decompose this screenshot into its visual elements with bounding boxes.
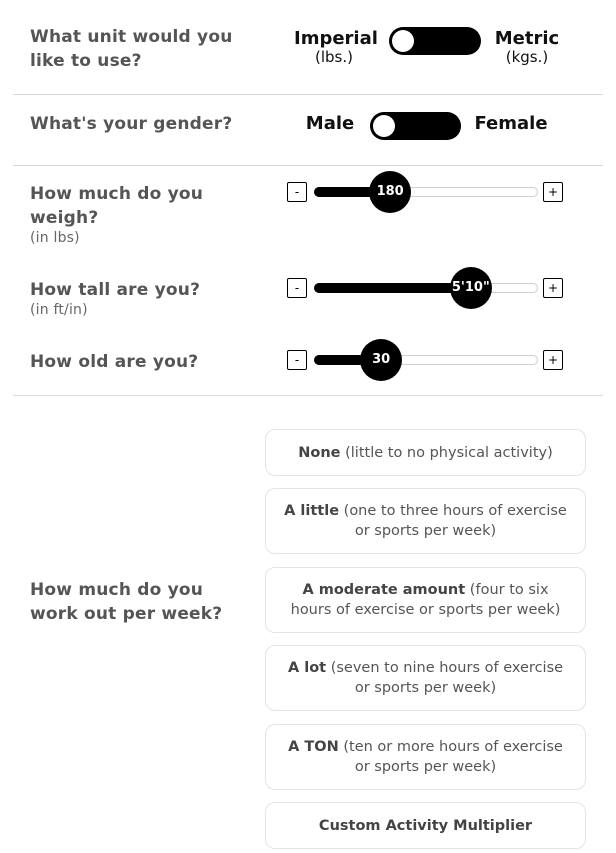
- height-increase-button[interactable]: +: [543, 278, 563, 298]
- activity-option-moderate[interactable]: [265, 567, 586, 633]
- height-question-text: How tall are you?: [30, 280, 201, 300]
- weight-question-text: How much do you weigh?: [30, 184, 204, 228]
- weight-increase-button[interactable]: +: [543, 182, 563, 202]
- female-text: Female: [474, 113, 548, 134]
- activity-option-text: None (little to no physical activity): [298, 444, 553, 461]
- height-question: [30, 278, 230, 318]
- male-label[interactable]: [302, 113, 358, 135]
- age-question: How old are you?: [30, 352, 199, 372]
- imperial-unit: (lbs.): [315, 48, 353, 66]
- activity-option-custom-multiplier[interactable]: [265, 802, 586, 849]
- age-slider-thumb[interactable]: 30: [360, 339, 402, 381]
- age-decrease-button[interactable]: -: [287, 350, 307, 370]
- imperial-text: Imperial: [294, 28, 378, 49]
- gender-toggle-knob: [373, 115, 395, 137]
- height-hint: (in ft/in): [30, 302, 88, 318]
- weight-decrease-button[interactable]: -: [287, 182, 307, 202]
- weight-slider-thumb[interactable]: 180: [369, 171, 411, 213]
- imperial-label[interactable]: [294, 28, 378, 66]
- unit-toggle-knob: [392, 30, 414, 52]
- height-slider-thumb[interactable]: 5'10": [450, 267, 492, 309]
- female-label[interactable]: [474, 113, 548, 135]
- divider: [13, 165, 603, 166]
- height-decrease-button[interactable]: -: [287, 278, 307, 298]
- activity-option-none[interactable]: [265, 429, 586, 476]
- male-text: Male: [305, 113, 355, 134]
- unit-question: What unit would you like to use?: [30, 27, 233, 71]
- activity-option-text: Custom Activity Multiplier: [318, 817, 533, 834]
- activity-option-text: A moderate amount (four to six hours of exercise or sports per week): [290, 582, 561, 618]
- divider: [13, 94, 603, 95]
- activity-question: How much do you work out per week?: [30, 580, 223, 624]
- unit-toggle[interactable]: [389, 27, 481, 55]
- weight-hint: (in lbs): [30, 230, 80, 246]
- activity-option-text: A TON (ten or more hours of exercise or sports per week): [288, 739, 563, 775]
- activity-option-a-lot[interactable]: [265, 645, 586, 711]
- gender-toggle[interactable]: [370, 112, 461, 140]
- activity-option-text: A lot (seven to nine hours of exercise or sports per week): [287, 660, 564, 696]
- age-increase-button[interactable]: +: [543, 350, 563, 370]
- activity-option-a-little[interactable]: [265, 488, 586, 554]
- metric-label[interactable]: [492, 28, 562, 65]
- metric-unit: (kgs.): [505, 48, 549, 66]
- metric-text: Metric: [494, 28, 560, 49]
- activity-option-a-ton[interactable]: [265, 724, 586, 790]
- weight-question: [30, 182, 230, 246]
- gender-question: What's your gender?: [30, 114, 233, 134]
- activity-option-text: A little (one to three hours of exercise or sports per week): [284, 503, 567, 539]
- divider: [13, 395, 603, 396]
